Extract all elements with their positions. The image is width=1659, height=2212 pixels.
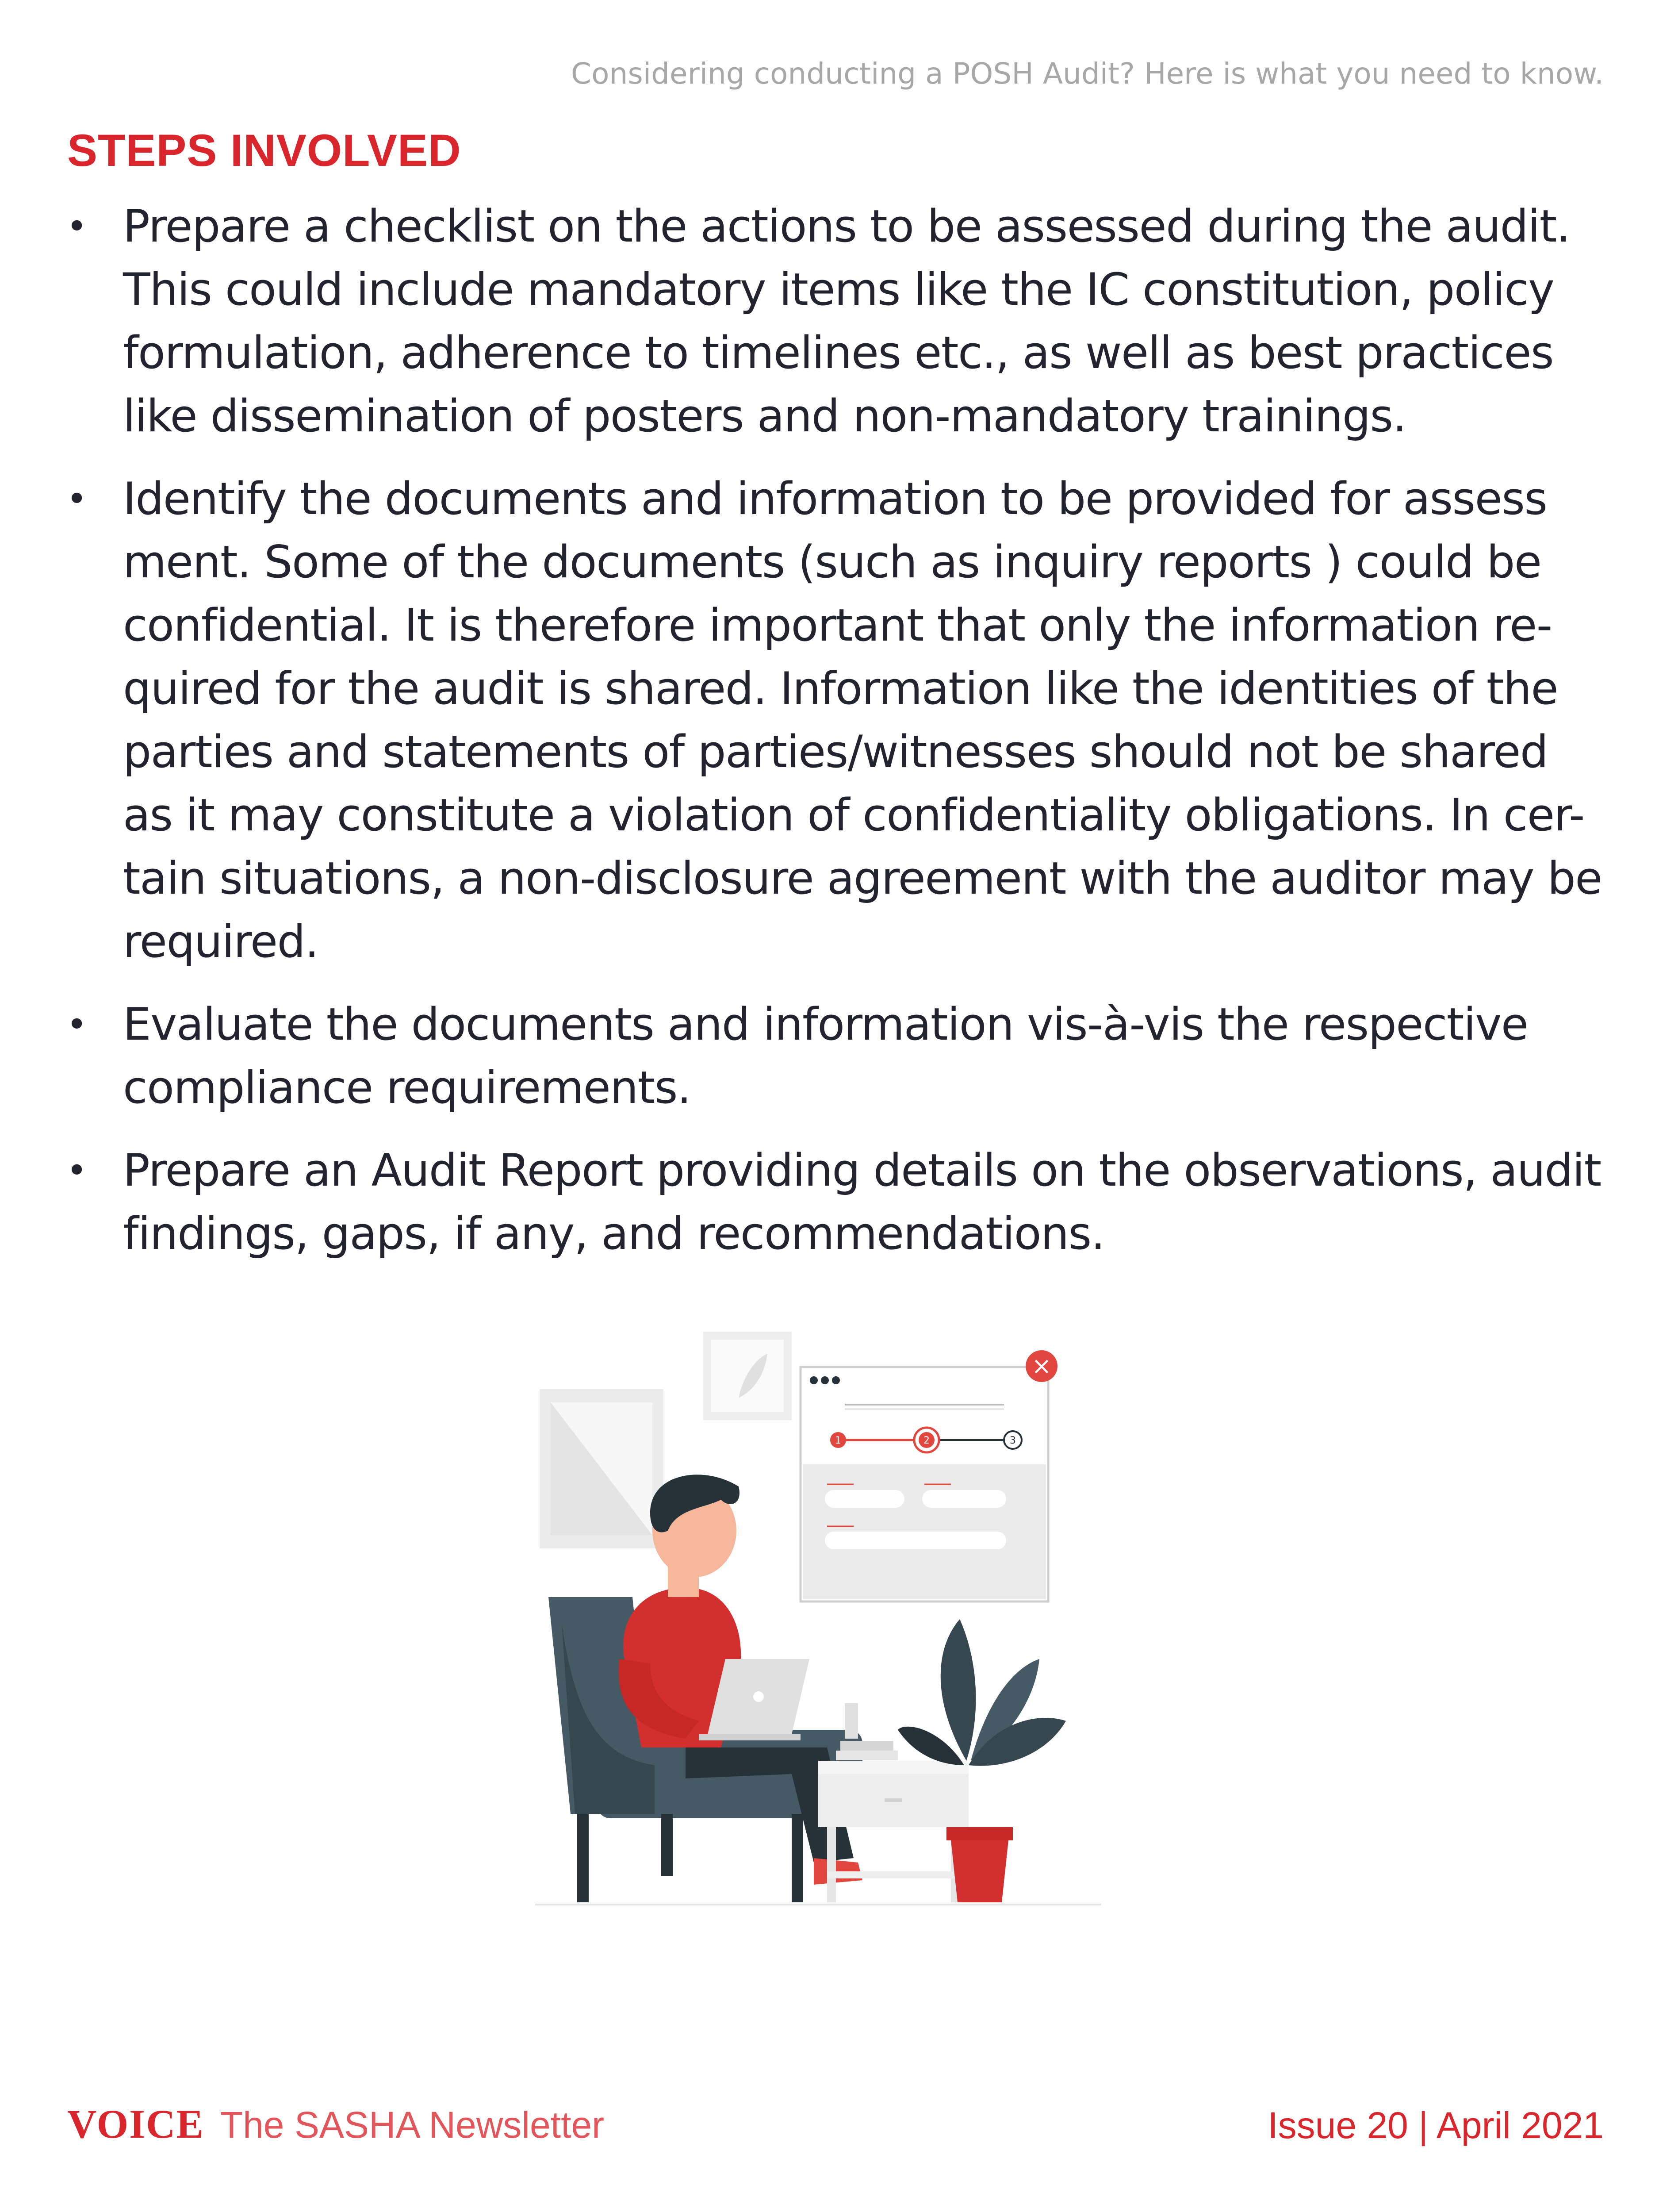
section-heading: STEPS INVOLVED [67, 125, 461, 176]
list-item [66, 467, 1605, 973]
issue-label: Issue 20 | April 2021 [1268, 2104, 1604, 2146]
person-with-laptop-illustration [509, 1323, 1154, 1924]
picture-frame-icon [540, 1389, 663, 1548]
wizard-step-3: 3 [1010, 1435, 1016, 1446]
wizard-window [801, 1367, 1048, 1601]
brand-subtitle: The SASHA Newsletter [220, 2104, 605, 2146]
footer-brand [67, 2101, 604, 2147]
list-item [66, 993, 1605, 1119]
step-text: Evaluate the documents and information vis-à-vis the respective compliance requirements. [123, 998, 1528, 1114]
bullet-icon: • [66, 1004, 87, 1045]
svg-text:×: × [1031, 1352, 1052, 1380]
bullet-icon: • [66, 1150, 87, 1191]
feather-frame-icon [703, 1332, 792, 1420]
close-icon [1026, 1350, 1057, 1382]
wizard-step-1: 1 [835, 1435, 841, 1446]
list-item [66, 1139, 1605, 1265]
running-header: Considering conducting a POSH Audit? Here is what you need to know. [571, 57, 1604, 91]
step-text: Prepare an Audit Report providing details on the observations, audit findings, gaps, if any, and recommendations. [123, 1144, 1601, 1260]
bullet-icon: • [66, 478, 87, 519]
step-text: Identify the documents and information to be provided for assess ment. Some of the documents (such as inquiry reports ) could be confidential. It is therefore important that only the information re-quired for the audit is shared. Information like the identities of the parties and statements of parties/witnesses should not be shared as it may constitute a violation of confidentiality obligations. In cer-tain situations, a non-disclosure agreement with the auditor may be required. [123, 472, 1602, 968]
bullet-icon: • [66, 206, 87, 247]
list-item [66, 195, 1605, 448]
wizard-step-2: 2 [923, 1435, 930, 1446]
steps-list [66, 195, 1605, 1285]
step-text: Prepare a checklist on the actions to be assessed during the audit. This could include mandatory items like the IC constitution, policy formulation, adherence to timelines etc., as well as best practices like dissemination of posters and non-mandatory trainings. [123, 200, 1570, 442]
brand-logo: VOICE [67, 2101, 204, 2147]
